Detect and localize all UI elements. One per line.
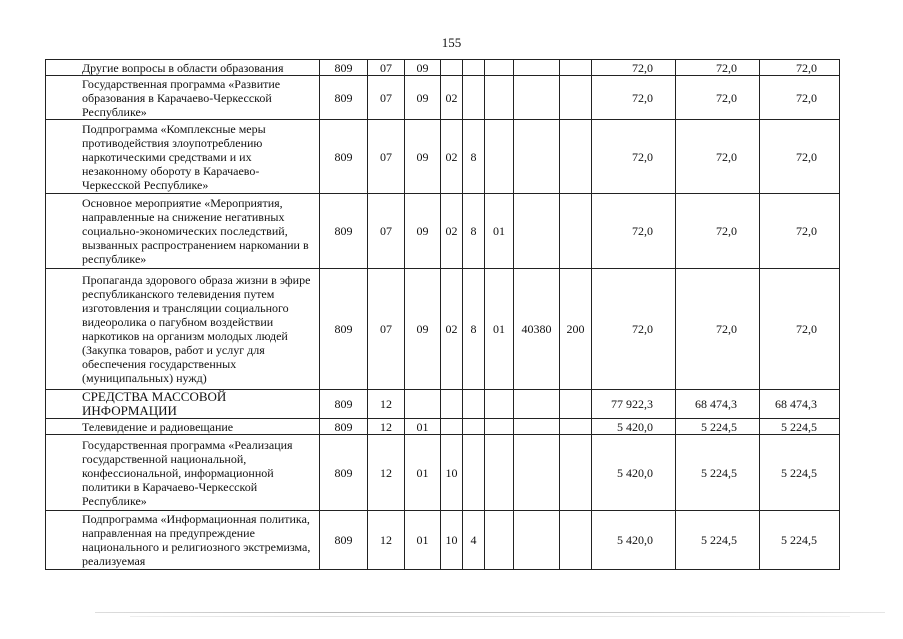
pr-code: 09 <box>405 120 441 194</box>
table-row <box>46 269 840 390</box>
vr-code <box>560 435 592 511</box>
pr-code: 09 <box>405 60 441 76</box>
row-name: Другие вопросы в области образования <box>46 60 320 76</box>
event-code: 01 <box>485 194 514 269</box>
sum-year-2: 5 224,5 <box>676 511 760 570</box>
sum-year-2: 5 224,5 <box>676 419 760 435</box>
rz-code: 07 <box>368 76 405 120</box>
pr-code: 01 <box>405 435 441 511</box>
table-row <box>46 76 840 120</box>
ved-code: 809 <box>320 76 368 120</box>
vr-code <box>560 419 592 435</box>
ved-code: 809 <box>320 194 368 269</box>
event-code <box>485 120 514 194</box>
subprogram-code: 4 <box>463 511 485 570</box>
program-code <box>441 390 463 419</box>
direction-code <box>514 511 560 570</box>
event-code <box>485 435 514 511</box>
direction-code <box>514 76 560 120</box>
sum-year-1: 72,0 <box>592 269 676 390</box>
direction-code: 40380 <box>514 269 560 390</box>
sum-year-2: 72,0 <box>676 269 760 390</box>
vr-code <box>560 194 592 269</box>
rz-code: 07 <box>368 269 405 390</box>
sum-year-2: 72,0 <box>676 120 760 194</box>
vr-code <box>560 511 592 570</box>
direction-code <box>514 194 560 269</box>
event-code <box>485 390 514 419</box>
row-name: Подпрограмма «Комплексные меры противодействия злоупотреблению наркотическими средствами и их незаконному обороту в Карачаево-Черкесской Республике» <box>46 120 320 194</box>
direction-code <box>514 419 560 435</box>
scan-edge-line <box>95 612 885 613</box>
direction-code <box>514 390 560 419</box>
pr-code: 09 <box>405 76 441 120</box>
rz-code: 07 <box>368 194 405 269</box>
pr-code <box>405 390 441 419</box>
program-code: 02 <box>441 120 463 194</box>
subprogram-code: 8 <box>463 269 485 390</box>
table-row <box>46 194 840 269</box>
sum-year-3: 72,0 <box>760 269 840 390</box>
sum-year-3: 72,0 <box>760 76 840 120</box>
subprogram-code <box>463 60 485 76</box>
event-code <box>485 419 514 435</box>
sum-year-1: 5 420,0 <box>592 435 676 511</box>
program-code: 02 <box>441 269 463 390</box>
row-name: Основное мероприятие «Мероприятия, направленные на снижение негативных социально-экономических последствий, вызванных распространением наркомании в республике» <box>46 194 320 269</box>
row-name: Государственная программа «Развитие образования в Карачаево-Черкесской Республике» <box>46 76 320 120</box>
rz-code: 07 <box>368 60 405 76</box>
table-row <box>46 435 840 511</box>
program-code: 10 <box>441 511 463 570</box>
pr-code: 09 <box>405 269 441 390</box>
table-row <box>46 419 840 435</box>
sum-year-3: 5 224,5 <box>760 419 840 435</box>
program-code <box>441 60 463 76</box>
program-code: 10 <box>441 435 463 511</box>
program-code: 02 <box>441 76 463 120</box>
row-name: Пропаганда здорового образа жизни в эфире республиканского телевидения путем изготовления и трансляции социального видеоролика о пагубном воздействии наркотиков на организм молодых людей (Закупка товаров, работ и услуг для обеспечения государственных (муниципальных) нужд) <box>46 269 320 390</box>
rz-code: 12 <box>368 435 405 511</box>
pr-code: 01 <box>405 419 441 435</box>
ved-code: 809 <box>320 120 368 194</box>
pr-code: 01 <box>405 511 441 570</box>
rz-code: 12 <box>368 419 405 435</box>
sum-year-3: 5 224,5 <box>760 435 840 511</box>
sum-year-1: 72,0 <box>592 76 676 120</box>
sum-year-2: 72,0 <box>676 76 760 120</box>
scan-edge-line <box>130 616 850 617</box>
rz-code: 12 <box>368 390 405 419</box>
ved-code: 809 <box>320 60 368 76</box>
sum-year-3: 5 224,5 <box>760 511 840 570</box>
page-number: 155 <box>441 35 462 50</box>
ved-code: 809 <box>320 435 368 511</box>
ved-code: 809 <box>320 511 368 570</box>
sum-year-2: 68 474,3 <box>676 390 760 419</box>
sum-year-2: 5 224,5 <box>676 435 760 511</box>
budget-table <box>45 59 840 570</box>
program-code <box>441 419 463 435</box>
vr-code <box>560 76 592 120</box>
row-name: Телевидение и радиовещание <box>46 419 320 435</box>
subprogram-code <box>463 419 485 435</box>
direction-code <box>514 435 560 511</box>
vr-code <box>560 60 592 76</box>
sum-year-3: 72,0 <box>760 120 840 194</box>
subprogram-code: 8 <box>463 194 485 269</box>
program-code: 02 <box>441 194 463 269</box>
subprogram-code <box>463 390 485 419</box>
table-row <box>46 120 840 194</box>
table-row <box>46 390 840 419</box>
sum-year-1: 72,0 <box>592 120 676 194</box>
subprogram-code <box>463 76 485 120</box>
subprogram-code <box>463 435 485 511</box>
sum-year-2: 72,0 <box>676 194 760 269</box>
table-row <box>46 511 840 570</box>
vr-code: 200 <box>560 269 592 390</box>
ved-code: 809 <box>320 419 368 435</box>
event-code <box>485 60 514 76</box>
sum-year-3: 72,0 <box>760 60 840 76</box>
direction-code <box>514 60 560 76</box>
ved-code: 809 <box>320 390 368 419</box>
sum-year-1: 5 420,0 <box>592 419 676 435</box>
pr-code: 09 <box>405 194 441 269</box>
rz-code: 07 <box>368 120 405 194</box>
row-name: Подпрограмма «Информационная политика, направленная на предупреждение национального и религиозного экстремизма, реализуемая <box>46 511 320 570</box>
sum-year-3: 72,0 <box>760 194 840 269</box>
ved-code: 809 <box>320 269 368 390</box>
table-row <box>46 60 840 76</box>
sum-year-1: 77 922,3 <box>592 390 676 419</box>
row-name: СРЕДСТВА МАССОВОЙ ИНФОРМАЦИИ <box>46 390 320 419</box>
event-code <box>485 511 514 570</box>
event-code <box>485 76 514 120</box>
sum-year-1: 5 420,0 <box>592 511 676 570</box>
rz-code: 12 <box>368 511 405 570</box>
vr-code <box>560 390 592 419</box>
direction-code <box>514 120 560 194</box>
sum-year-3: 68 474,3 <box>760 390 840 419</box>
event-code: 01 <box>485 269 514 390</box>
sum-year-1: 72,0 <box>592 60 676 76</box>
sum-year-2: 72,0 <box>676 60 760 76</box>
sum-year-1: 72,0 <box>592 194 676 269</box>
subprogram-code: 8 <box>463 120 485 194</box>
row-name: Государственная программа «Реализация государственной национальной, конфессиональной, информационной политики в Карачаево-Черкесской Республике» <box>46 435 320 511</box>
vr-code <box>560 120 592 194</box>
